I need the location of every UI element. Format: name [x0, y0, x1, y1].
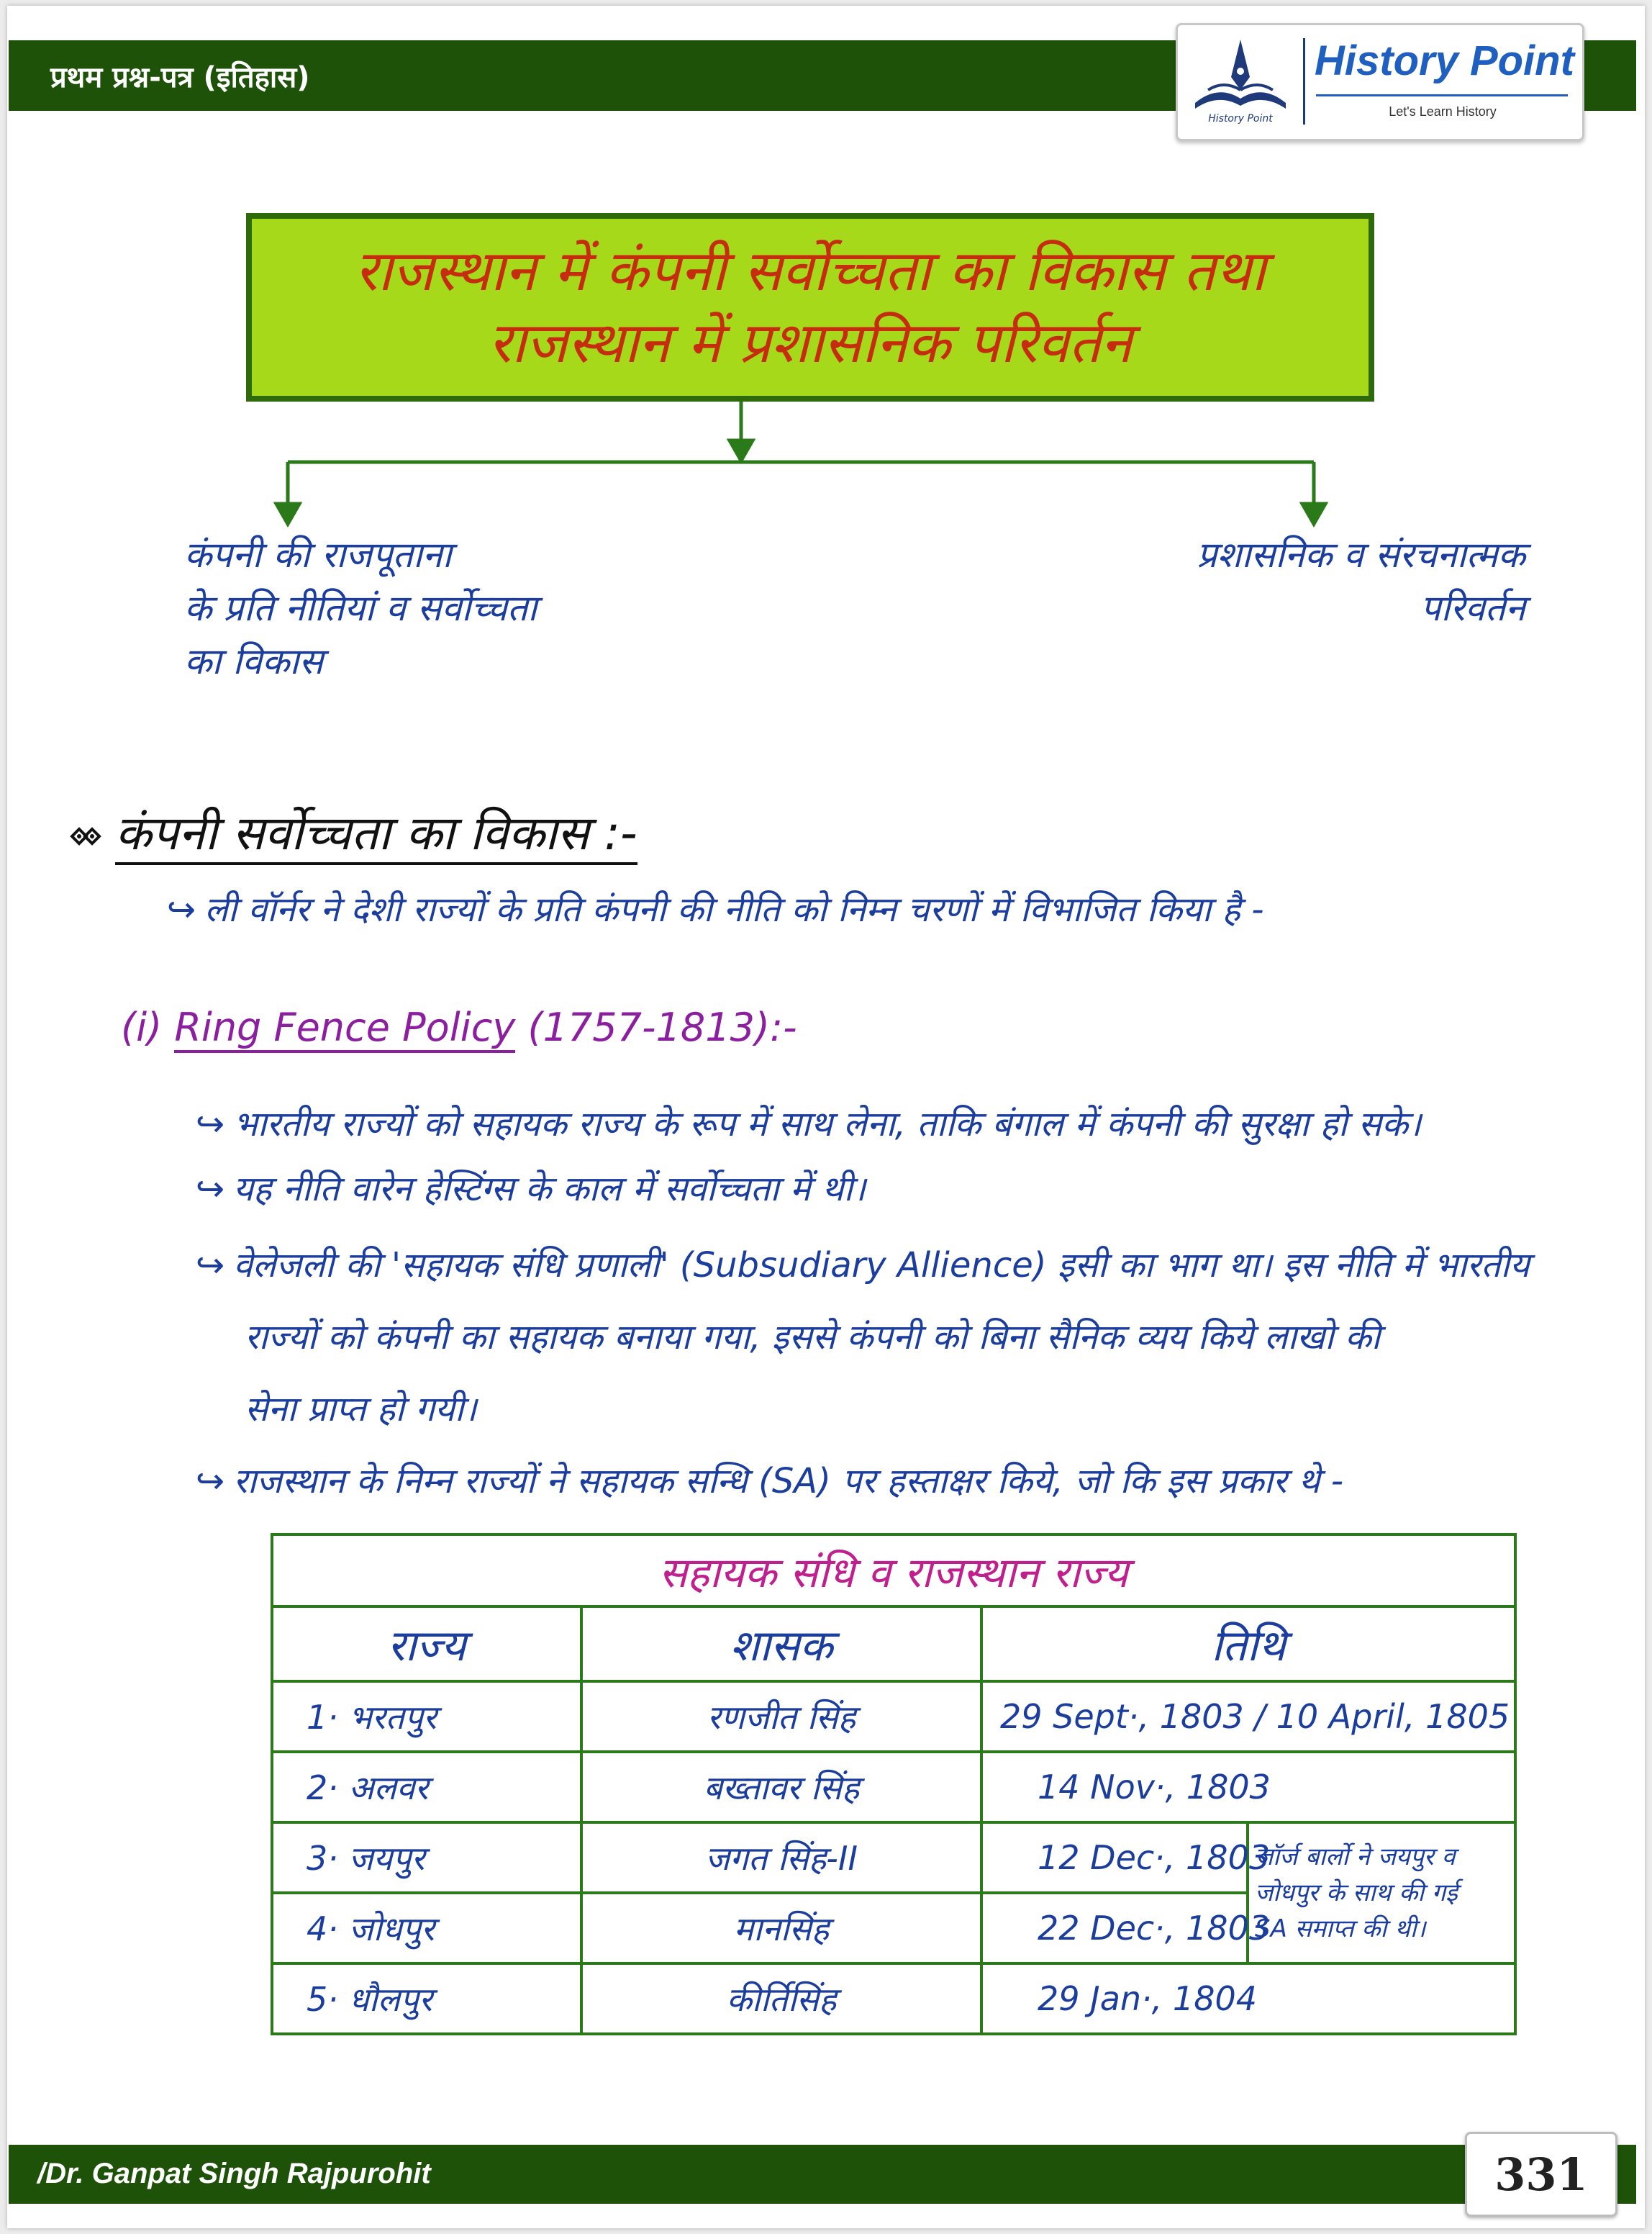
- policy-bullet: [196, 1458, 1343, 1504]
- page-number: 331: [1465, 2132, 1617, 2217]
- chapter-title-line-2: राजस्थान में प्रशासनिक परिवर्तन: [488, 311, 1133, 376]
- section-intro: [167, 887, 1264, 933]
- branch-right-line: प्रशासनिक व संरचनात्मक: [1197, 534, 1525, 576]
- branch-right: [1108, 528, 1525, 635]
- chapter-title-box: [246, 213, 1374, 402]
- policy-heading: [121, 1005, 797, 1050]
- table-header-ruler: शासक: [581, 1606, 981, 1681]
- policy-bullet-text: राजस्थान के निम्न राज्यों ने सहायक सन्धि (SA) पर हस्ताक्षर किये, जो कि इस प्रकार थे -: [233, 1461, 1344, 1501]
- logo-underline: [1316, 94, 1568, 96]
- cell-state: 5· धौलपुर: [272, 1963, 581, 2034]
- note-line: SA समाप्त की थी।: [1255, 1914, 1426, 1943]
- policy-number: (i): [121, 1005, 163, 1050]
- cell-ruler: कीर्तिसिंह: [581, 1963, 981, 2034]
- header-title: प्रथम प्रश्न-पत्र (इतिहास): [50, 61, 310, 94]
- logo-name: History Point: [1315, 37, 1574, 84]
- cell-date: 22 Dec·, 1803: [981, 1893, 1248, 1963]
- cell-note: [1248, 1822, 1515, 1963]
- note-line: जोधपुर के साथ की गई: [1255, 1878, 1458, 1907]
- cell-state: 2· अलवर: [272, 1752, 581, 1822]
- branch-right-line: परिवर्तन: [1420, 587, 1525, 629]
- section-heading: [69, 799, 637, 864]
- cell-ruler: बख्तावर सिंह: [581, 1752, 981, 1822]
- policy-bullet-text: यह नीति वारेन हेस्टिंग्स के काल में सर्वोच्चता में थी।: [233, 1169, 866, 1209]
- section-intro-text: ली वॉर्नर ने देशी राज्यों के प्रति कंपनी की नीति को निम्न चरणों में विभाजित किया है -: [204, 890, 1264, 930]
- hook-arrow-icon: ↪: [196, 1461, 225, 1501]
- table-row: [272, 1752, 1515, 1822]
- table-header-state: राज्य: [272, 1606, 581, 1681]
- cell-state: 1· भरतपुर: [272, 1681, 581, 1752]
- policy-bullet-continuation: सेना प्राप्त हो गयी।: [245, 1389, 477, 1429]
- hook-arrow-icon: ↪: [167, 890, 196, 930]
- double-loop-bullet-icon: [69, 822, 109, 851]
- logo-tagline: Let's Learn History: [1389, 104, 1497, 119]
- subsidiary-alliance-table: [271, 1533, 1517, 2035]
- policy-years: (1757-1813):-: [527, 1005, 797, 1050]
- note-line: जॉर्ज बार्लो ने जयपुर व: [1255, 1842, 1456, 1871]
- policy-name: Ring Fence Policy: [174, 1005, 515, 1053]
- cell-ruler: जगत सिंह-II: [581, 1822, 981, 1893]
- cell-date: 14 Nov·, 1803: [981, 1752, 1515, 1822]
- table-row: [272, 1822, 1515, 1893]
- chapter-title-line-1: राजस्थान में कंपनी सर्वोच्चता का विकास तथा: [354, 239, 1266, 304]
- policy-bullet-text: भारतीय राज्यों को सहायक राज्य के रूप में साथ लेना, ताकि बंगाल में कंपनी की सुरक्षा हो सके।: [233, 1104, 1422, 1144]
- policy-bullet-continuation: राज्यों को कंपनी का सहायक बनाया गया, इससे कंपनी को बिना सैनिक व्यय किये लाखो की: [245, 1317, 1381, 1357]
- logo: [1176, 23, 1584, 141]
- logo-caption: History Point: [1208, 113, 1273, 125]
- table-header-row: [272, 1606, 1515, 1681]
- policy-bullet: [196, 1166, 866, 1212]
- table-caption: सहायक संधि व राजस्थान राज्य: [272, 1534, 1515, 1606]
- hook-arrow-icon: ↪: [196, 1104, 225, 1144]
- table-row: [272, 1963, 1515, 2034]
- branch-left: [184, 528, 702, 688]
- policy-bullet: [196, 1101, 1421, 1147]
- hook-arrow-icon: ↪: [196, 1169, 225, 1209]
- cell-ruler: रणजीत सिंह: [581, 1681, 981, 1752]
- cell-state: 4· जोधपुर: [272, 1893, 581, 1963]
- logo-divider: [1303, 38, 1305, 125]
- cell-ruler: मानसिंह: [581, 1893, 981, 1963]
- table-row: [272, 1681, 1515, 1752]
- cell-date: 29 Sept·, 1803 / 10 April, 1805: [981, 1681, 1515, 1752]
- branch-left-line: का विकास: [184, 641, 324, 682]
- policy-bullet: [196, 1242, 1530, 1288]
- cell-date: 12 Dec·, 1803: [981, 1822, 1248, 1893]
- footer-author: /Dr. Ganpat Singh Rajpurohit: [37, 2158, 431, 2189]
- hook-arrow-icon: ↪: [196, 1245, 225, 1285]
- policy-bullet-text: वेलेजली की 'सहायक संधि प्रणाली' (Subsudiary Allience) इसी का भाग था। इस नीति में भारतीय: [233, 1245, 1530, 1285]
- section-heading-text: कंपनी सर्वोच्चता का विकास :-: [115, 805, 637, 865]
- cell-date: 29 Jan·, 1804: [981, 1963, 1515, 2034]
- branch-left-line: के प्रति नीतियां व सर्वोच्चता: [184, 587, 537, 629]
- table-header-date: तिथि: [981, 1606, 1515, 1681]
- branch-left-line: कंपनी की राजपूताना: [184, 534, 452, 576]
- cell-state: 3· जयपुर: [272, 1822, 581, 1893]
